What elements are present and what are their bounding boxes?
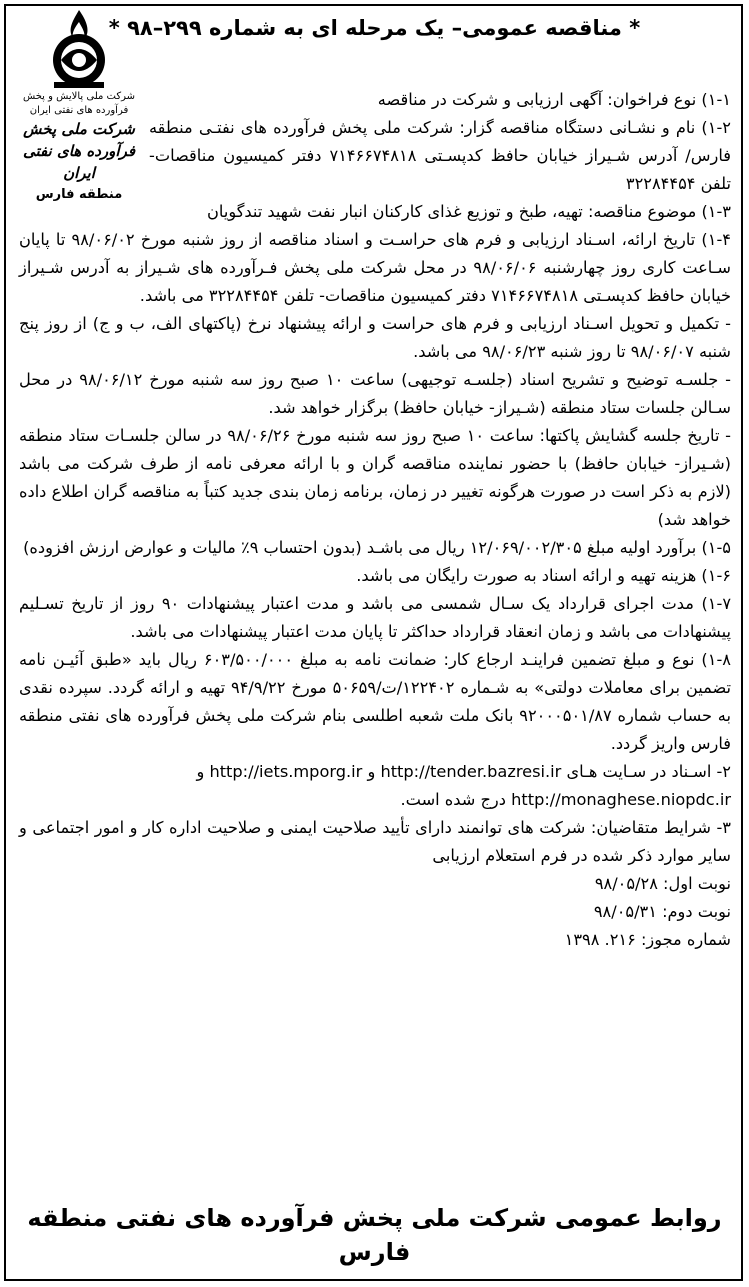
- logo-company-name: شرکت ملی پخش فرآورده های نفتی ایران: [22, 120, 136, 182]
- first-publication-date: نوبت اول: ۹۸/۰۵/۲۸: [594, 874, 731, 893]
- flame-emblem-icon: [34, 8, 124, 90]
- logo-small-caption: شرکت ملی پالایش و پخش فرآورده های نفتی ایران: [22, 91, 136, 116]
- item-1-4: ۱-۴) تاریخ ارائه، اسـناد ارزیابی و فرم های حراسـت و اسناد مناقصه از روز شنبه مورخ ۹۸/۰۶/۰۲ تا پایان سـاعت کاری روز چهارشنبه ۹۸/۰۶/۰۶ در محل شرکت ملی پخش فـرآورده های شـیراز به آدرس شـیراز خیابان حافظ کدپسـتی ۷۱۴۶۶۷۴۸۱۸ دفتر کمیسیون مناقصات- تلفن ۳۲۲۸۴۴۵۴ می باشد.: [19, 230, 731, 305]
- tender-title: * مناقصه عمومی– یک مرحله ای به شماره ۲۹۹–۹۸ *: [108, 16, 641, 40]
- item-1-3: ۱-۳) موضوع مناقصه: تهیه، طبخ و توزیع غذای کارکنان انبار نفت شهید تندگویان: [207, 202, 731, 221]
- item-1-7: ۱-۷) مدت اجرای قرارداد یک سـال شمسی می باشد و مدت اعتبار پیشنهادات ۹۰ روز از تاریخ تسـلیم پیشنهادات می باشد و زمان انعقاد قرارداد حداکثر تا پایان مدت اعتبار پیشنهادات می باشد.: [19, 594, 732, 641]
- item-2-websites: [19, 758, 731, 786]
- conjunction-2: و: [196, 762, 205, 781]
- url-tender-bazresi[interactable]: http://tender.bazresi.ir: [380, 762, 562, 781]
- websites-prefix: ۲- اسـناد در سـایت هـای: [566, 762, 731, 781]
- item-1-2: ۱-۲) نام و نشـانی دستگاه مناقصه گزار: شرکت ملی پخش فرآورده های نفتـی منطقه فارس/ آدرس شـیراز خیابان حافظ کدپسـتی ۷۱۴۶۶۷۴۸۱۸ دفتر کمیسیون مناقصات- تلفن ۳۲۲۸۴۴۵۴: [149, 118, 731, 193]
- briefing-session: - جلسـه توضیح و تشریح اسناد (جلسـه توجیهی) ساعت ۱۰ صبح روز سه شنبه مورخ ۹۸/۰۶/۱۲ در محل سـالن جلسات ستاد منطقه (شـیراز- خیابان حافظ) برگزار خواهد شد.: [19, 370, 731, 417]
- url-iets-mporg[interactable]: http://iets.mporg.ir: [209, 762, 363, 781]
- item-1-1: ۱-۱) نوع فراخوان: آگهی ارزیابی و شرکت در مناقصه: [377, 90, 731, 109]
- second-publication-date: نوبت دوم: ۹۸/۰۵/۳۱: [593, 902, 731, 921]
- item-1-5: ۱-۵) برآورد اولیه مبلغ ۱۲/۰۶۹/۰۰۲/۳۰۵ ریال می باشـد (بدون احتساب ۹٪ مالیات و عوارض ارزش افزوده): [23, 538, 731, 557]
- item-3-conditions: ۳- شرایط متقاضیان: شرکت های توانمند دارای تأیید صلاحیت ایمنی و صلاحیت اداره کار و امور اجتماعی و سایر موارد ذکر شده در فرم استعلام ارزیابی: [19, 818, 731, 865]
- announcement-body: [19, 86, 731, 954]
- url-monaghese-niopdc[interactable]: http://monaghese.niopdc.ir: [511, 790, 731, 809]
- item-1-8: ۱-۸) نوع و مبلغ تضمین فراینـد ارجاع کار: ضمانت نامه به مبلغ ۶۰۳/۵۰۰/۰۰۰ ریال باید «طبق آئیـن نامه تضمین برای معاملات دولتی» به شـماره ۱۲۲۴۰۲/ت/۵۰۶۵۹ مورخ ۹۴/۹/۲۲ تهیه و ارائه گردد. سپرده نقدی به حساب شماره ۹۲۰۰۰۵۰۱/۸۷ بانک ملت شعبه اطلسی بنام شرکت ملی پخش فرآورده های نفتی منطقه فارس واریز گردد.: [19, 650, 731, 753]
- bid-opening-session: - تاریخ جلسه گشایش پاکتها: ساعت ۱۰ صبح روز سه شنبه مورخ ۹۸/۰۶/۲۶ در سالن جلسـات ستاد منطقه (شـیراز- خیابان حافظ) با حضور نماینده مناقصه گران و با ارائه معرفی نامه از طرف شرکت می باشد (لازم به ذکر است در صورت هرگونه تغییر در زمان، برنامه زمان بندی جدید کتباً به مناقصه گران اطلاع داده خواهد شد): [19, 426, 731, 529]
- logo-region-label: منطقه فارس: [35, 187, 123, 202]
- websites-suffix: درج شده است.: [400, 790, 506, 809]
- item-1-6: ۱-۶) هزینه تهیه و ارائه اسناد به صورت رایگان می باشد.: [356, 566, 731, 585]
- permit-number: شماره مجوز: ۲۱۶. ۱۳۹۸: [564, 930, 731, 949]
- conjunction-1: و: [367, 762, 376, 781]
- public-relations-footer: روابط عمومی شرکت ملی پخش فرآورده های نفتی منطقه فارس: [27, 1204, 722, 1266]
- submission-period: - تکمیل و تحویل اسـناد ارزیابی و فرم های حراست و ارائه پیشنهاد نرخ (پاکتهای الف، ب و ج) از روز پنج شنبه ۹۸/۰۶/۰۷ تا روز شنبه ۹۸/۰۶/۲۳ می باشد.: [19, 314, 731, 361]
- item-2-websites-cont: [19, 786, 731, 814]
